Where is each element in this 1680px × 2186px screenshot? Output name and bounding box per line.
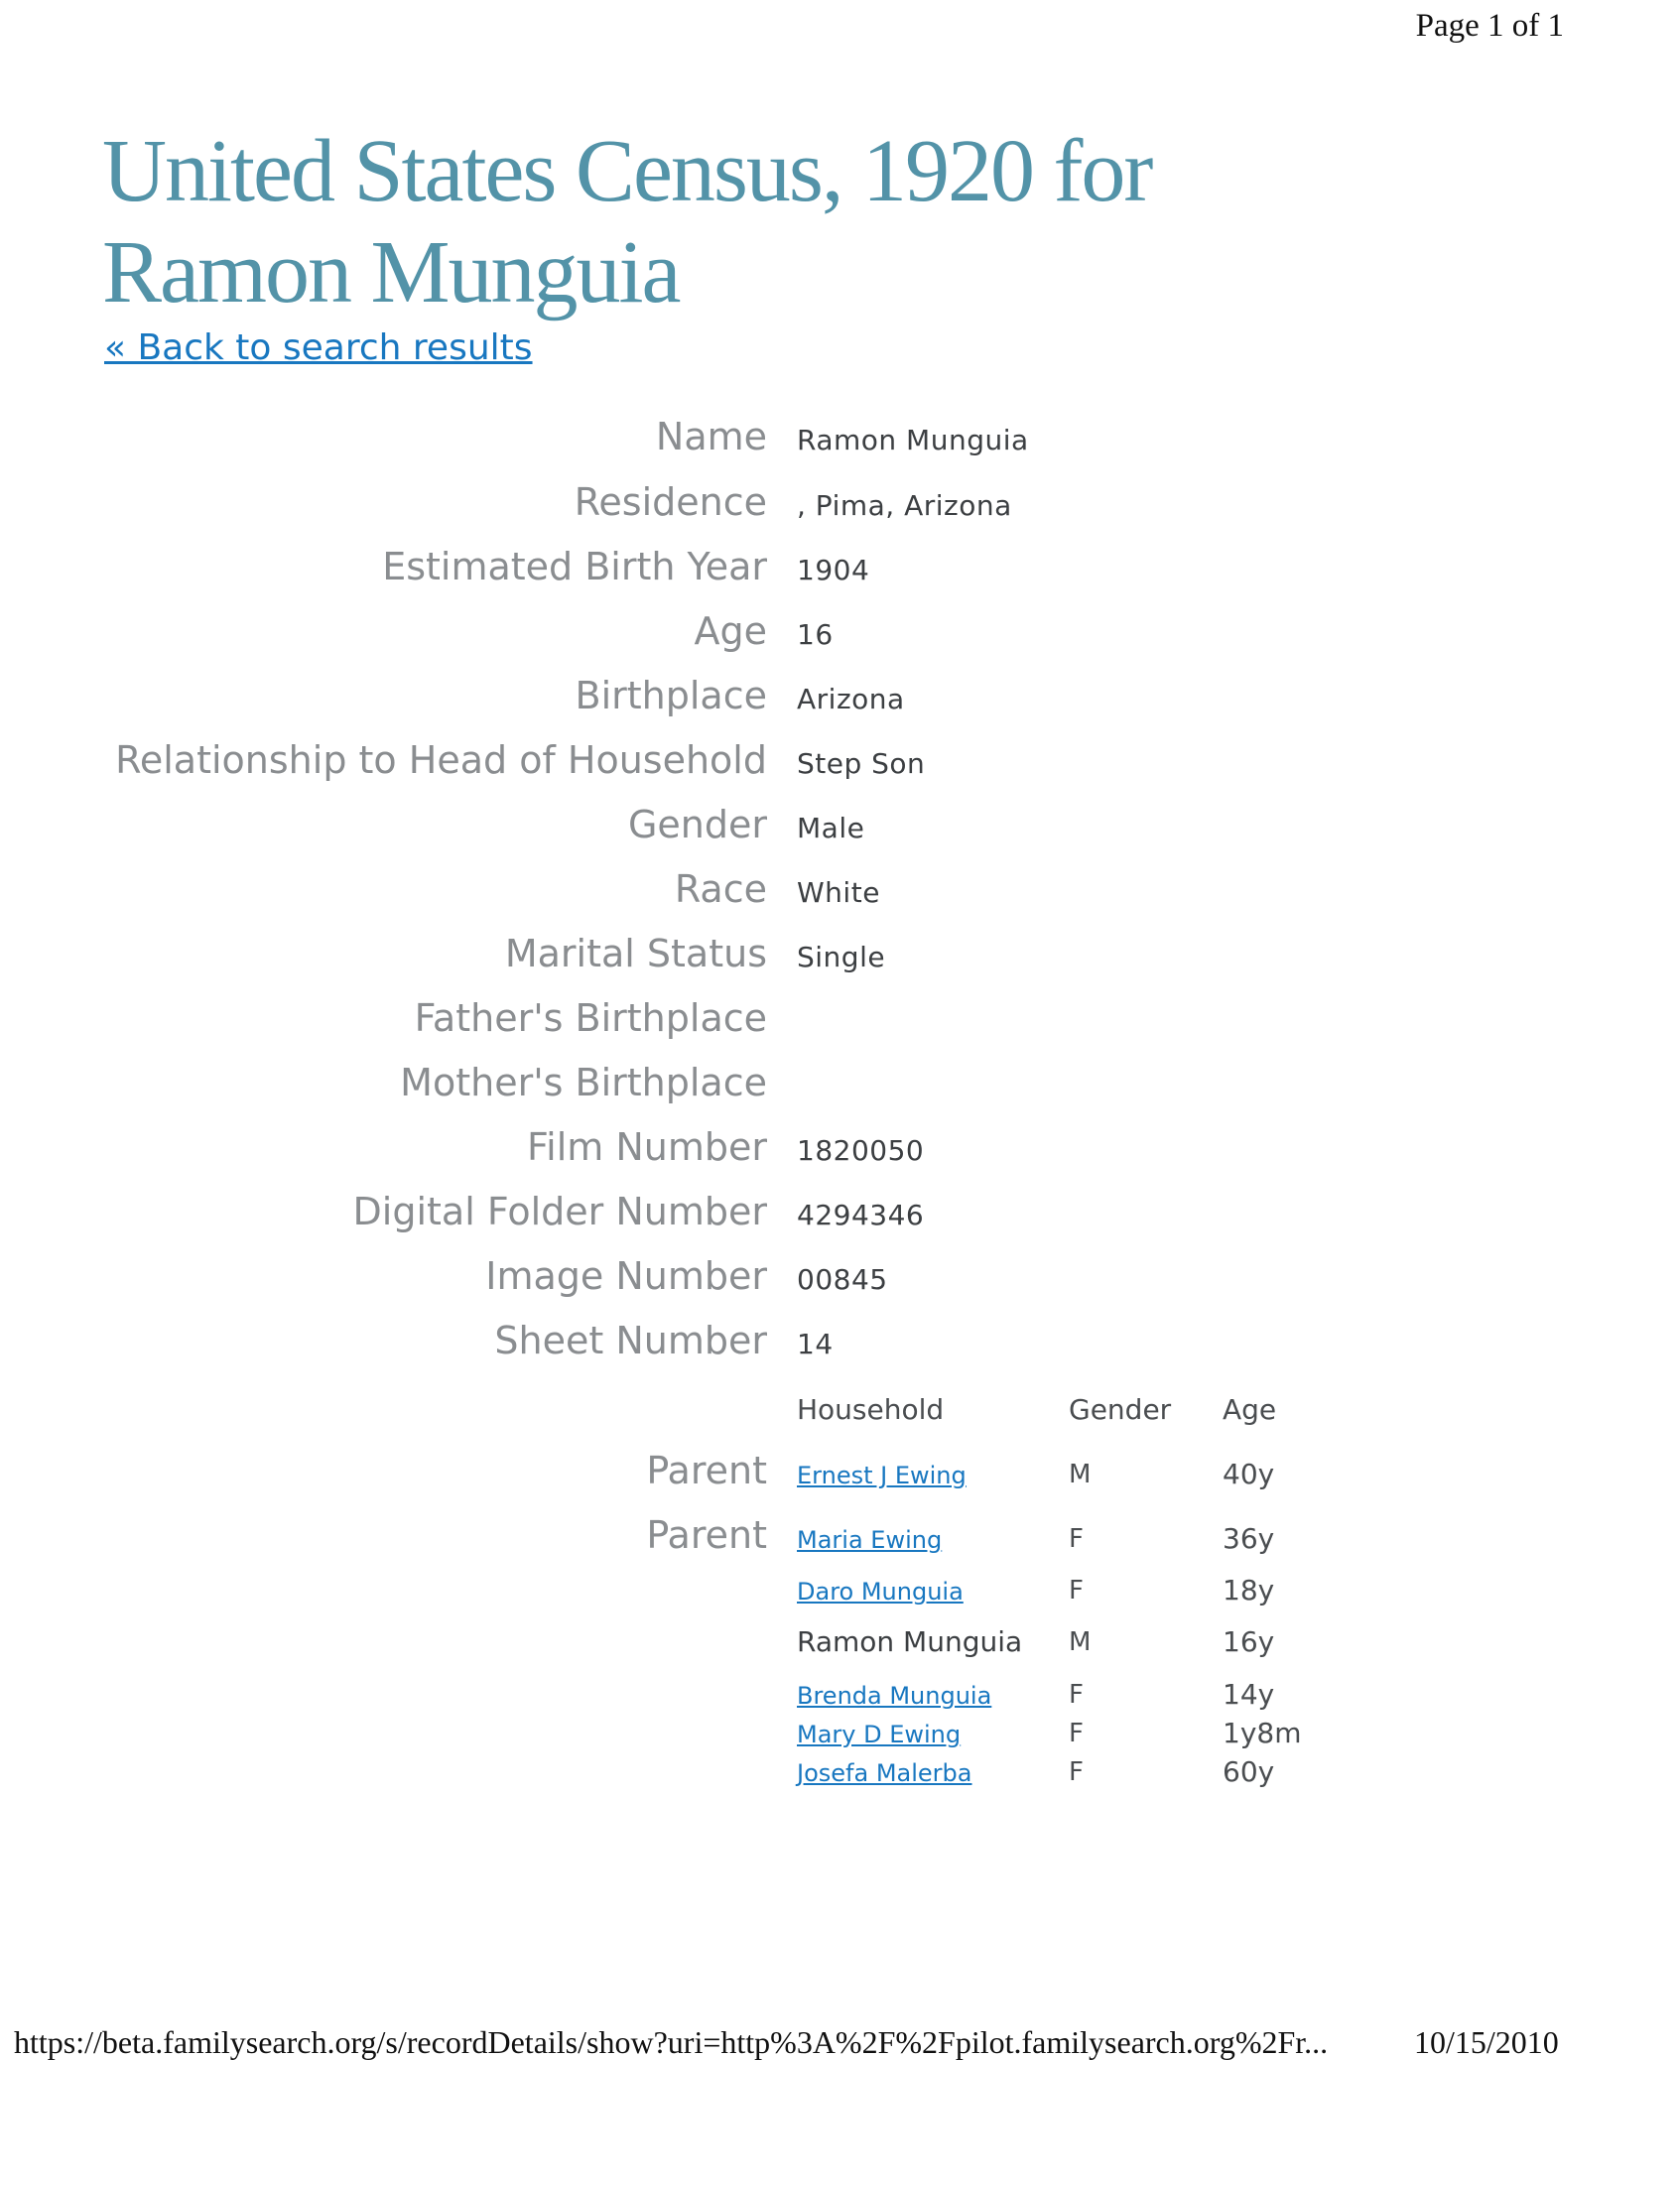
field-label-gender: Gender [627, 803, 767, 846]
household-member-age: 16y [1223, 1625, 1275, 1658]
household-member-link[interactable]: Mary D Ewing [797, 1721, 962, 1748]
field-value-age: 16 [797, 618, 834, 651]
title-line-2: Ramon Munguia [102, 223, 680, 321]
field-value-birth-year: 1904 [797, 554, 870, 586]
household-member-gender: F [1069, 1576, 1084, 1606]
field-label-age: Age [694, 609, 767, 653]
household-member-age: 14y [1223, 1678, 1275, 1711]
household-member-link[interactable]: Josefa Malerba [797, 1759, 972, 1787]
household-role: Parent [646, 1513, 767, 1557]
field-value-residence: , Pima, Arizona [797, 489, 1012, 522]
field-label-birth-year: Estimated Birth Year [382, 545, 767, 588]
field-value-sheet-number: 14 [797, 1328, 834, 1360]
field-label-name: Name [655, 415, 767, 458]
field-label-relationship: Relationship to Head of Household [115, 738, 767, 782]
field-value-film-number: 1820050 [797, 1134, 925, 1167]
household-member-gender: F [1069, 1524, 1084, 1554]
household-member-gender: F [1069, 1680, 1084, 1710]
household-member-gender: M [1069, 1460, 1092, 1489]
field-value-name: Ramon Munguia [797, 424, 1029, 456]
field-label-image-number: Image Number [485, 1254, 767, 1298]
field-label-residence: Residence [574, 480, 767, 524]
field-value-birthplace: Arizona [797, 683, 905, 715]
household-member-link[interactable]: Maria Ewing [797, 1526, 943, 1554]
footer-date: 10/15/2010 [1414, 2024, 1559, 2060]
household-member-age: 18y [1223, 1574, 1275, 1607]
gender-header: Gender [1069, 1393, 1172, 1426]
household-member-age: 60y [1223, 1755, 1275, 1788]
field-label-race: Race [674, 867, 767, 911]
household-member-current: Ramon Munguia [797, 1625, 1023, 1658]
age-header: Age [1223, 1393, 1277, 1426]
household-member-gender: M [1069, 1627, 1092, 1657]
back-to-search-link[interactable]: « Back to search results [104, 327, 533, 368]
household-header: Household [797, 1393, 945, 1426]
title-line-1: United States Census, 1920 for [102, 122, 1152, 220]
household-role: Parent [646, 1449, 767, 1492]
field-value-relationship: Step Son [797, 747, 926, 780]
field-value-digital-folder-number: 4294346 [797, 1199, 925, 1231]
household-member-gender: F [1069, 1719, 1084, 1748]
household-member-link[interactable]: Ernest J Ewing [797, 1462, 967, 1489]
field-label-film-number: Film Number [527, 1125, 767, 1169]
field-value-gender: Male [797, 812, 865, 844]
field-label-mothers-birthplace: Mother's Birthplace [400, 1061, 767, 1104]
field-label-digital-folder-number: Digital Folder Number [352, 1190, 767, 1233]
field-label-birthplace: Birthplace [575, 674, 767, 717]
household-member-link[interactable]: Daro Munguia [797, 1578, 964, 1606]
footer-url: https://beta.familysearch.org/s/recordDetails/show?uri=http%3A%2F%2Fpilot.familysearch.org%2Fr... [14, 2024, 1329, 2060]
household-member-age: 36y [1223, 1522, 1275, 1555]
field-label-fathers-birthplace: Father's Birthplace [414, 996, 767, 1040]
household-member-age: 1y8m [1223, 1717, 1302, 1749]
field-label-sheet-number: Sheet Number [494, 1319, 767, 1362]
household-member-gender: F [1069, 1757, 1084, 1787]
field-value-marital-status: Single [797, 941, 886, 973]
field-value-race: White [797, 876, 880, 909]
household-member-age: 40y [1223, 1458, 1275, 1490]
field-label-marital-status: Marital Status [504, 932, 767, 975]
household-member-link[interactable]: Brenda Munguia [797, 1682, 992, 1710]
field-value-image-number: 00845 [797, 1263, 888, 1296]
page-title [102, 121, 1392, 323]
page-number: Page 1 of 1 [1415, 8, 1564, 44]
